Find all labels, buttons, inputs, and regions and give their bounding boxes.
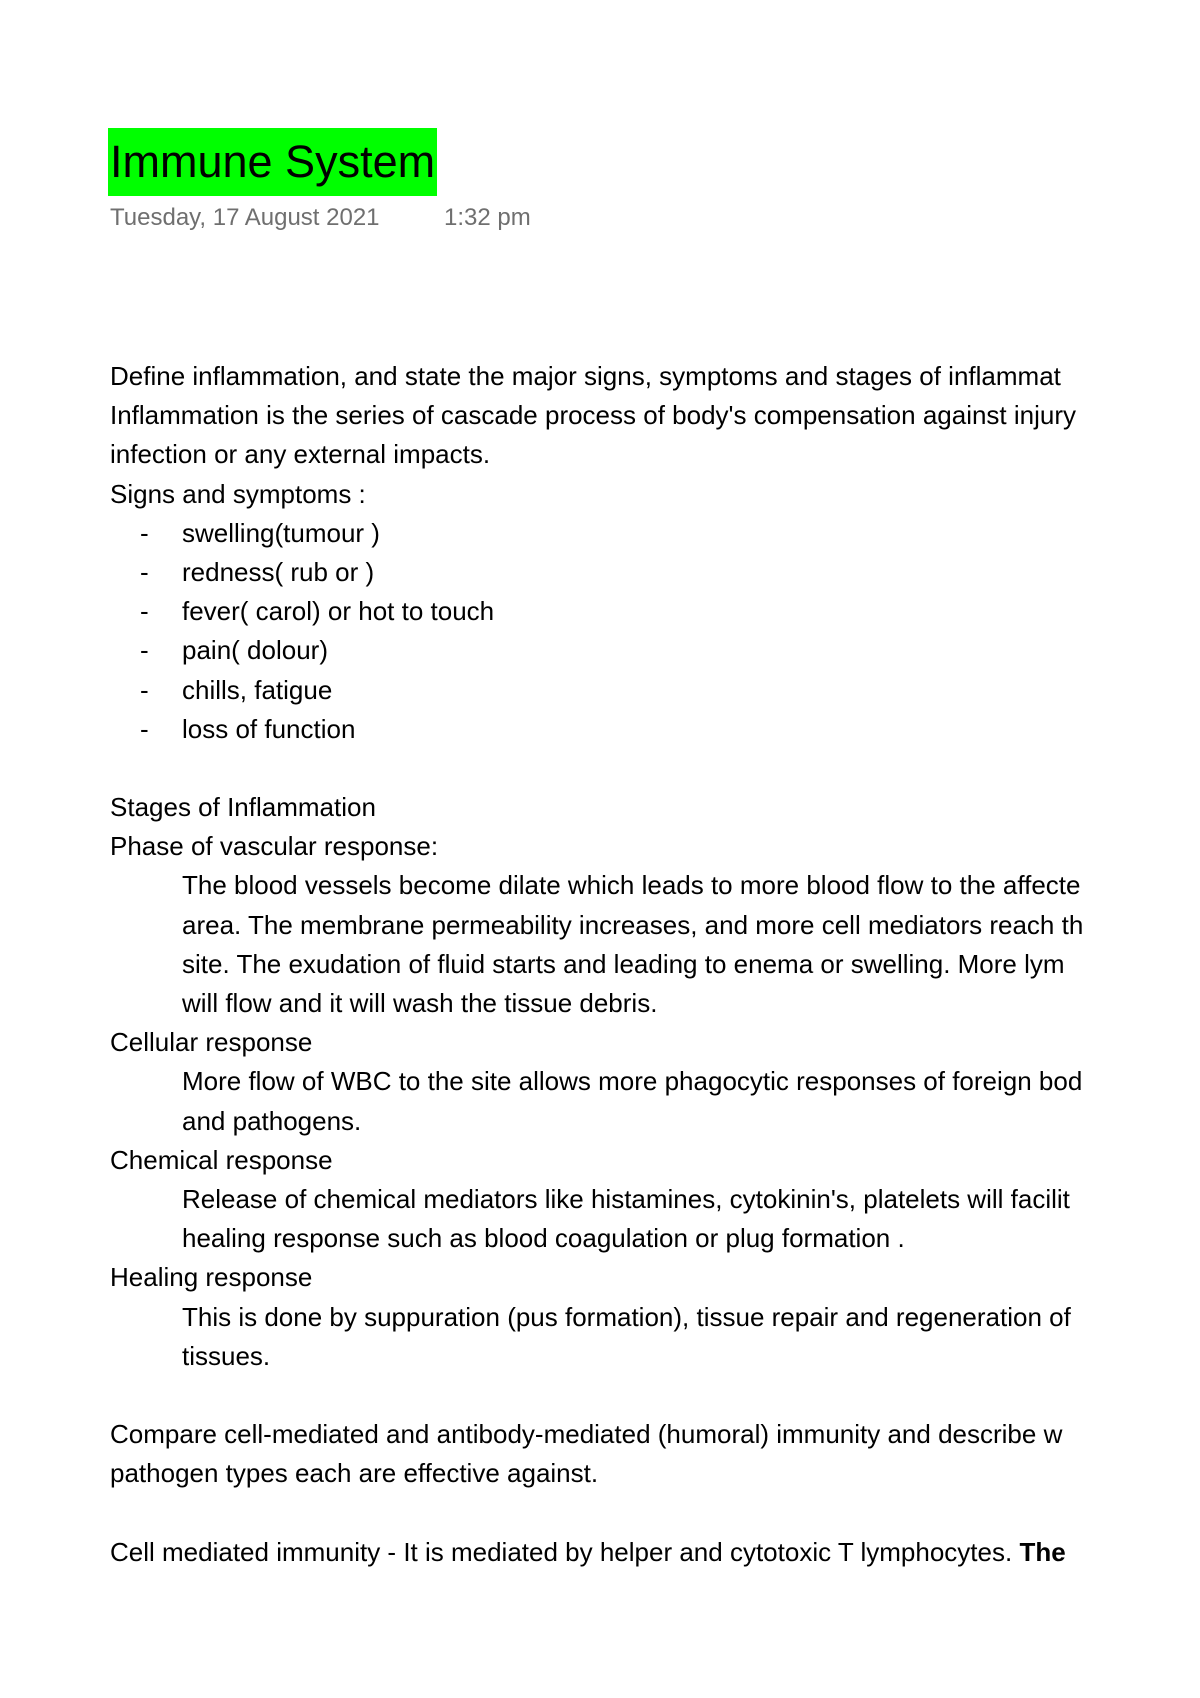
question-2-line: Compare cell-mediated and antibody-mediated (humoral) immunity and describe w <box>110 1419 1063 1450</box>
cellular-heading: Cellular response <box>110 1027 313 1058</box>
answer-line: infection or any external impacts. <box>110 439 491 470</box>
stages-heading: Stages of Inflammation <box>110 792 376 823</box>
healing-heading: Healing response <box>110 1262 313 1293</box>
blank-line <box>110 749 1200 788</box>
note-body[interactable] <box>110 357 1200 1572</box>
answer-line: Inflammation is the series of cascade process of body's compensation against injury <box>110 400 1077 431</box>
healing-text-line: This is done by suppuration (pus formation), tissue repair and regeneration of <box>182 1301 1071 1332</box>
bullet-text: pain( dolour) <box>182 635 328 666</box>
bullet-item <box>110 631 1200 670</box>
note-date: Tuesday, 17 August 2021 <box>110 204 380 231</box>
vascular-text-line: will flow and it will wash the tissue debris. <box>182 988 658 1018</box>
bullet-text: swelling(tumour ) <box>182 517 380 548</box>
blank-line <box>110 1493 1200 1532</box>
bullet-dash: - <box>140 556 149 587</box>
vascular-heading: Phase of vascular response: <box>110 831 439 862</box>
bullet-dash: - <box>140 713 149 744</box>
chemical-text-line: healing response such as blood coagulation or plug formation . <box>182 1223 905 1254</box>
cmi-text: Cell mediated immunity - It is mediated by helper and cytotoxic T lymphocytes. <box>110 1536 1020 1567</box>
page-title[interactable]: Immune System <box>108 128 437 196</box>
chemical-heading: Chemical response <box>110 1144 333 1175</box>
bullet-item <box>110 592 1200 631</box>
bullet-text: redness( rub or ) <box>182 556 375 587</box>
bullet-item <box>110 553 1200 592</box>
bullet-text: loss of function <box>182 713 356 744</box>
cmi-bold-text: The <box>1019 1536 1066 1567</box>
bullet-item <box>110 514 1200 553</box>
blank-line <box>110 1376 1200 1415</box>
healing-text-line: tissues. <box>182 1340 271 1371</box>
bullet-dash: - <box>140 635 149 666</box>
vascular-text-line: site. The exudation of fluid starts and leading to enema or swelling. More lym <box>182 948 1065 979</box>
signs-heading: Signs and symptoms : <box>110 478 366 509</box>
note-time: 1:32 pm <box>444 204 531 231</box>
bullet-dash: - <box>140 517 149 548</box>
bullet-dash: - <box>140 674 149 705</box>
chemical-text-line: Release of chemical mediators like histamines, cytokinin's, platelets will facilit <box>182 1183 1070 1214</box>
cellular-text-line: More flow of WBC to the site allows more phagocytic responses of foreign bod <box>182 1066 1083 1097</box>
bullet-text: chills, fatigue <box>182 674 333 705</box>
question-1-line: Define inflammation, and state the major signs, symptoms and stages of inflammat <box>110 361 1061 391</box>
bullet-text: fever( carol) or hot to touch <box>182 596 495 627</box>
cellular-text-line: and pathogens. <box>182 1105 362 1136</box>
question-2-line: pathogen types each are effective against. <box>110 1458 599 1489</box>
bullet-item <box>110 671 1200 710</box>
vascular-text-line: The blood vessels become dilate which leads to more blood flow to the affecte <box>182 870 1081 901</box>
cmi-line <box>110 1533 1200 1572</box>
bullet-dash: - <box>140 596 149 627</box>
vascular-text-line: area. The membrane permeability increases, and more cell mediators reach th <box>182 909 1084 940</box>
bullet-item <box>110 710 1200 749</box>
